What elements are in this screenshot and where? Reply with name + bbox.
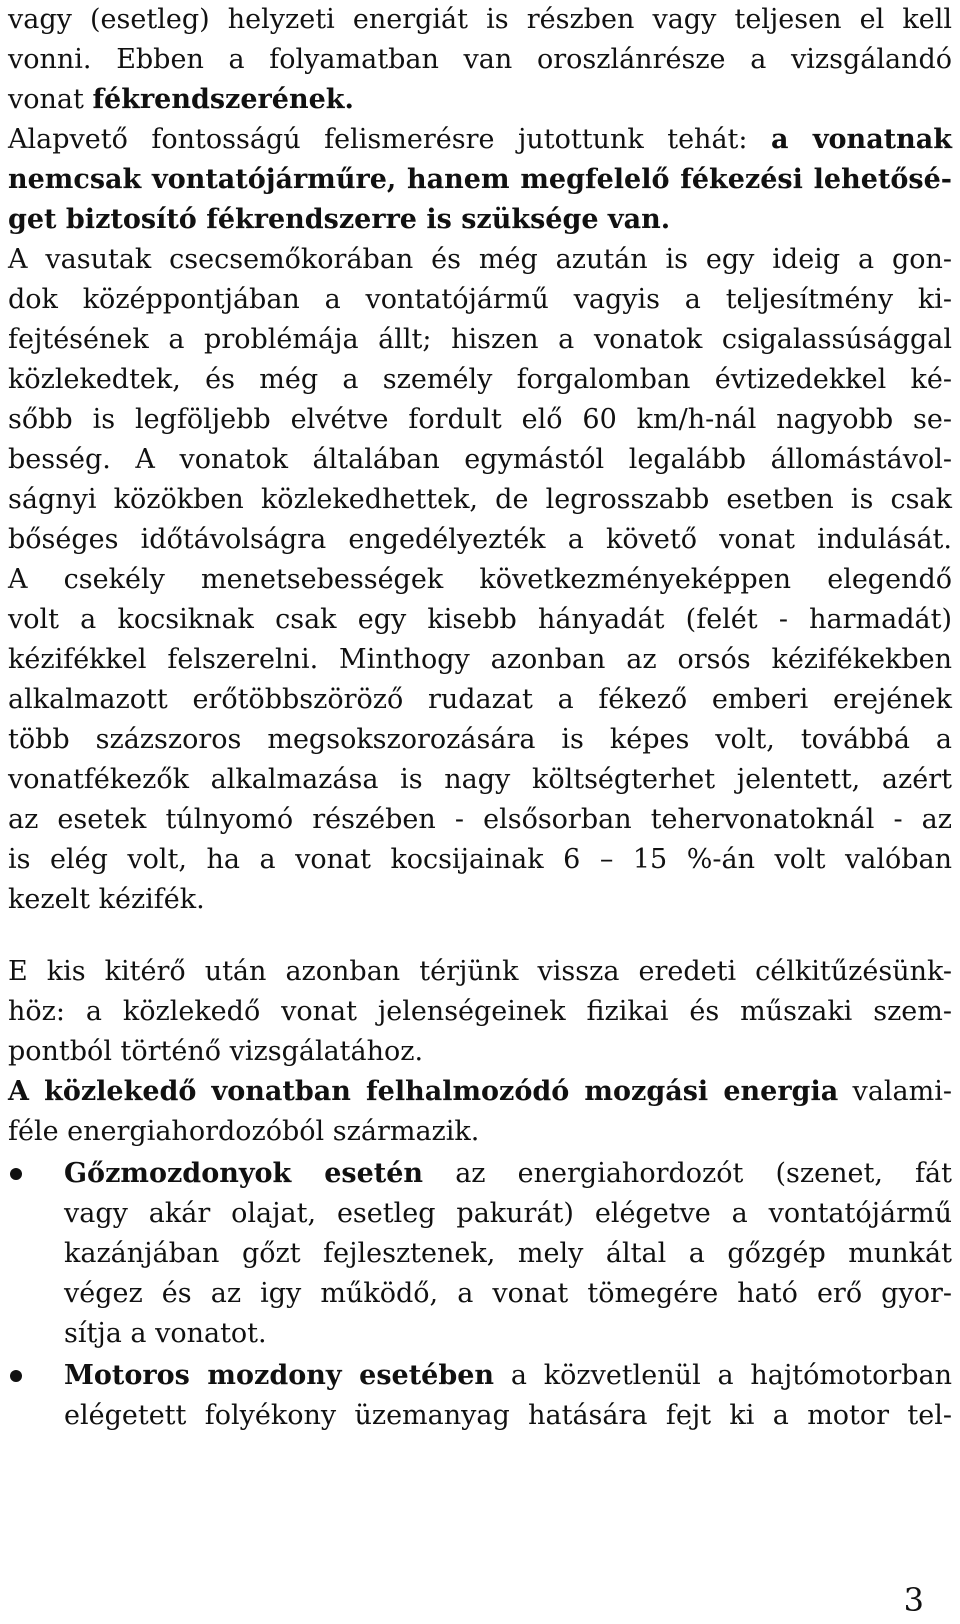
paragraph-line: [8, 160, 952, 200]
paragraph-line: [8, 992, 952, 1032]
text-run: több százszoros megsokszorozására is képes volt, továbbá a: [8, 724, 952, 755]
paragraph-line: [8, 360, 952, 400]
paragraph-line: [8, 720, 952, 760]
paragraph-line: [8, 1032, 952, 1072]
paragraph-line: [8, 600, 952, 640]
bullet-list-line: [64, 1274, 952, 1314]
text-run: höz: a közlekedő vonat jelenségeinek fizikai és műszaki szem-: [8, 996, 952, 1027]
text-run: fejtésének a problémája állt; hiszen a vonatok csigalassúsággal: [8, 324, 952, 355]
paragraph-line: [8, 40, 952, 80]
bullet-list-line: [64, 1314, 952, 1354]
paragraph-line: [8, 80, 952, 120]
paragraph-line: [8, 680, 952, 720]
paragraph-line: [8, 800, 952, 840]
bullet-icon: [10, 1370, 22, 1382]
text-run: volt a kocsiknak csak egy kisebb hányadát (felét - harmadát): [8, 604, 952, 635]
text-run: az esetek túlnyomó részében - elsősorban tehervonatoknál - az: [8, 804, 952, 835]
bullet-list-line: [64, 1154, 952, 1194]
paragraph-line: [8, 560, 952, 600]
text-run: elégetett folyékony üzemanyag hatására fejt ki a motor tel-: [64, 1400, 952, 1431]
text-run: vagy akár olajat, esetleg pakurát) elégetve a vontatójármű: [64, 1198, 952, 1229]
bold-text: get biztosító fékrendszerre is szüksége van.: [8, 204, 671, 235]
paragraph-line: [8, 952, 952, 992]
page-number: 3: [903, 1581, 924, 1619]
paragraph-line: [8, 200, 952, 240]
text-run: végez és az igy működő, a vonat tömegére ható erő gyor-: [64, 1278, 952, 1309]
paragraph-line: [8, 480, 952, 520]
text-run: közlekedtek, és még a személy forgalomban évtizedekkel ké-: [8, 364, 952, 395]
text-run: kazánjában gőzt fejlesztenek, mely által a gőzgép munkát: [64, 1238, 952, 1269]
paragraph-line: [8, 520, 952, 560]
bold-text: Gőzmozdonyok esetén: [64, 1158, 424, 1189]
text-run: alkalmazott erőtöbbszöröző rudazat a fékező emberi erejének: [8, 684, 952, 715]
paragraph-line: [8, 120, 952, 160]
text-run: sőbb is legföljebb elvétve fordult elő 60 km/h-nál nagyobb se-: [8, 404, 952, 435]
text-run: dok középpontjában a vontatójármű vagyis a teljesítmény ki-: [8, 284, 952, 315]
paragraph-line: [8, 320, 952, 360]
text-run: E kis kitérő után azonban térjünk vissza eredeti célkitűzésünk-: [8, 956, 952, 987]
paragraph-line: [8, 640, 952, 680]
bold-text: A közlekedő vonatban felhalmozódó mozgási energia: [8, 1076, 839, 1107]
bullet-list-line: [64, 1396, 952, 1436]
text-run: vagy (esetleg) helyzeti energiát is részben vagy teljesen el kell: [8, 4, 952, 35]
text-run: a közvetlenül a hajtómotorban: [494, 1360, 952, 1391]
paragraph-line: [8, 880, 952, 920]
paragraph-line: [8, 760, 952, 800]
paragraph-line: [8, 400, 952, 440]
text-run: bőséges időtávolságra engedélyezték a követő vonat indulását.: [8, 524, 952, 555]
text-run: Alapvető fontosságú felismerésre jutottunk tehát:: [8, 124, 772, 155]
text-run: vonni. Ebben a folyamatban van oroszlánrésze a vizsgálandó: [8, 44, 952, 75]
bullet-list-line: [64, 1356, 952, 1396]
text-run: pontból történő vizsgálatához.: [8, 1036, 424, 1067]
bullet-list-line: [64, 1234, 952, 1274]
text-run: A vasutak csecsemőkorában és még azután is egy ideig a gon-: [8, 244, 952, 275]
text-run: féle energiahordozóból származik.: [8, 1116, 480, 1147]
bold-text: fékrendszerének.: [92, 84, 354, 115]
text-run: valami-: [838, 1076, 953, 1107]
paragraph-line: [8, 440, 952, 480]
paragraph-line: [8, 1072, 952, 1112]
text-run: A csekély menetsebességek következményeképpen elegendő: [8, 564, 952, 595]
text-run: vonat: [8, 84, 93, 115]
text-run: az energiahordozót (szenet, fát: [423, 1158, 952, 1189]
text-run: is elég volt, ha a vonat kocsijainak 6 – 15 %-án volt valóban: [8, 844, 952, 875]
bullet-list-line: [64, 1194, 952, 1234]
bold-text: a vonatnak: [771, 124, 952, 155]
text-run: kézifékkel felszerelni. Minthogy azonban az orsós kézifékekben: [8, 644, 952, 675]
bold-text: nemcsak vontatójárműre, hanem megfelelő fékezési lehetősé-: [8, 164, 952, 195]
text-run: vonatfékezők alkalmazása is nagy költségterhet jelentett, azért: [8, 764, 952, 795]
text-run: besség. A vonatok általában egymástól legalább állomástávol-: [8, 444, 952, 475]
paragraph-line: [8, 840, 952, 880]
bold-text: Motoros mozdony esetében: [64, 1360, 495, 1391]
text-run: ságnyi közökben közlekedhettek, de legrosszabb esetben is csak: [8, 484, 952, 515]
text-run: kezelt kézifék.: [8, 884, 205, 915]
paragraph-line: [8, 240, 952, 280]
paragraph-line: [8, 280, 952, 320]
paragraph-line: [8, 1112, 952, 1152]
text-run: sítja a vonatot.: [64, 1318, 267, 1349]
bullet-icon: [10, 1168, 22, 1180]
paragraph-line: [8, 0, 952, 40]
